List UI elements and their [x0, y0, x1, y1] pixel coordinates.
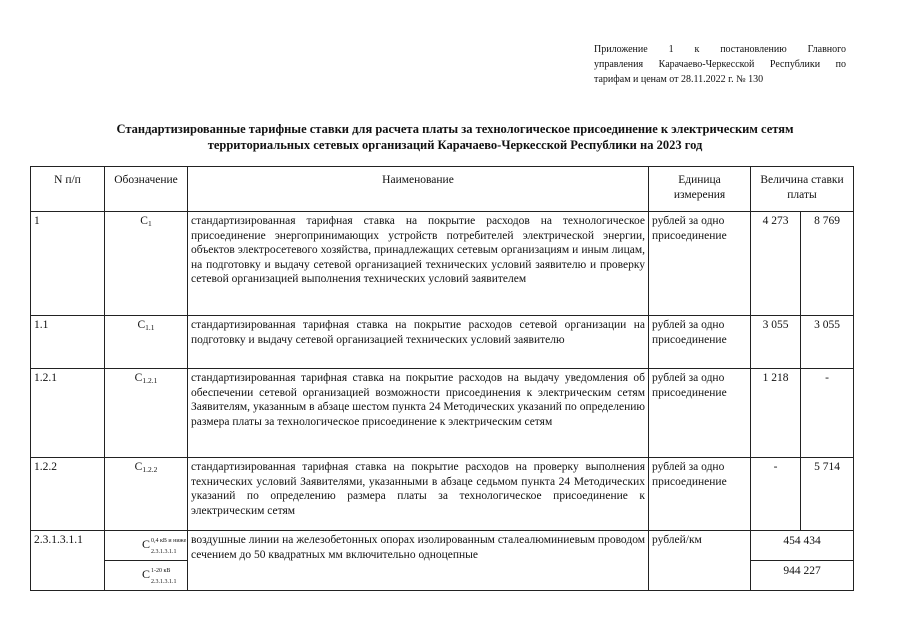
- row-unit: рублей за одно присоединение: [649, 369, 751, 458]
- row-unit: рублей за одно присоединение: [649, 212, 751, 316]
- row-num: 2.3.1.3.1.1: [31, 531, 105, 591]
- symbol-superscript: 0,4 кВ и ниже: [150, 538, 187, 544]
- row-name: стандартизированная тарифная ставка на покрытие расходов сетевой организации на подготовку и выдачу сетевой организацией технических условий заявителю: [188, 316, 649, 369]
- symbol-mid-voltage: [141, 567, 177, 585]
- symbol-base: C: [141, 567, 150, 581]
- header-value: Величина ставки платы: [751, 167, 854, 212]
- symbol-subscript: 2.3.1.3.1.1: [150, 549, 177, 555]
- appendix-header: [594, 42, 846, 87]
- row-num: 1.2.2: [31, 458, 105, 531]
- row-name: стандартизированная тарифная ставка на покрытие расходов на проверку выполнения технических условий Заявителями, указанными в абзаце седьмом пункта 24 Методических указаний по определению размера платы за технологическое присоединение к электрическим сетям: [188, 458, 649, 531]
- symbol-low-voltage: [141, 537, 187, 555]
- symbol-superscript: 1-20 кВ: [150, 568, 171, 574]
- table-row: [31, 369, 854, 458]
- tariff-table: [30, 166, 854, 591]
- row-unit: рублей за одно присоединение: [649, 316, 751, 369]
- appendix-line-2: управления Карачаево-Черкесской Республики по: [594, 59, 846, 70]
- row-symbol-low-voltage: [105, 531, 188, 561]
- symbol-base: C: [141, 537, 150, 551]
- appendix-line-3: тарифам и ценам от 28.11.2022 г. № 130: [594, 74, 764, 85]
- row-value-mid-voltage: 944 227: [751, 561, 854, 591]
- title-line-2: территориальных сетевых организаций Карачаево-Черкесской Республики на 2023 год: [207, 138, 703, 152]
- row-value-b: 5 714: [801, 458, 854, 531]
- row-num: 1: [31, 212, 105, 316]
- header-name: Наименование: [188, 167, 649, 212]
- table-row: [31, 212, 854, 316]
- row-name: стандартизированная тарифная ставка на покрытие расходов на технологическое присоединение энергопринимающих устройств потребителей электрической энергии, объектов электросетевого хозяйства, принадлежащих сетевым организациям и иным лицам, на подготовку и выдачу сетевой организацией технических условий заявителю и проверку сетевой организацией выполнения технических условий заявителем: [188, 212, 649, 316]
- header-unit: Единица измерения: [649, 167, 751, 212]
- row-value-b: 8 769: [801, 212, 854, 316]
- row-unit: рублей/км: [649, 531, 751, 591]
- header-symbol: Обозначение: [105, 167, 188, 212]
- symbol-subscript: 2.3.1.3.1.1: [150, 579, 177, 585]
- header-num: N п/п: [31, 167, 105, 212]
- symbol-base: C: [134, 372, 143, 384]
- symbol-base: C: [140, 215, 148, 227]
- appendix-line-1: Приложение 1 к постановлению Главного: [594, 44, 846, 55]
- table-row: [31, 531, 854, 561]
- row-symbol: [105, 369, 188, 458]
- document-title: [40, 121, 870, 153]
- row-unit: рублей за одно присоединение: [649, 458, 751, 531]
- row-symbol: [105, 458, 188, 531]
- row-value-b: -: [801, 369, 854, 458]
- symbol-base: C: [134, 461, 143, 473]
- symbol-base: C: [137, 319, 146, 331]
- row-symbol-mid-voltage: [105, 561, 188, 591]
- table-header-row: [31, 167, 854, 212]
- symbol-subscript: 1.2.1: [142, 376, 158, 385]
- row-value-b: 3 055: [801, 316, 854, 369]
- row-name: стандартизированная тарифная ставка на покрытие расходов на выдачу уведомления об обеспечении сетевой организацией возможности присоединения к электрическим сетям Заявителям, указанным в абзаце шестом пункта 24 Методических указаний по определению размера платы за технологическое присоединение к электрическим сетям: [188, 369, 649, 458]
- table-row: [31, 458, 854, 531]
- title-line-1: Стандартизированные тарифные ставки для расчета платы за технологическое присоединение к электрическим сетям: [116, 122, 794, 136]
- row-num: 1.2.1: [31, 369, 105, 458]
- table-row: [31, 316, 854, 369]
- row-value-a: 1 218: [751, 369, 801, 458]
- symbol-subscript: 1.2.2: [142, 465, 158, 474]
- row-value-a: 3 055: [751, 316, 801, 369]
- row-value-low-voltage: 454 434: [751, 531, 854, 561]
- row-name: воздушные линии на железобетонных опорах изолированным сталеалюминиевым проводом сечением до 50 квадратных мм включительно одноцепные: [188, 531, 649, 591]
- symbol-subscript: 1.1: [145, 323, 155, 332]
- symbol-subscript: 1: [147, 219, 152, 228]
- row-value-a: 4 273: [751, 212, 801, 316]
- row-symbol: [105, 212, 188, 316]
- row-symbol: [105, 316, 188, 369]
- row-value-a: -: [751, 458, 801, 531]
- row-num: 1.1: [31, 316, 105, 369]
